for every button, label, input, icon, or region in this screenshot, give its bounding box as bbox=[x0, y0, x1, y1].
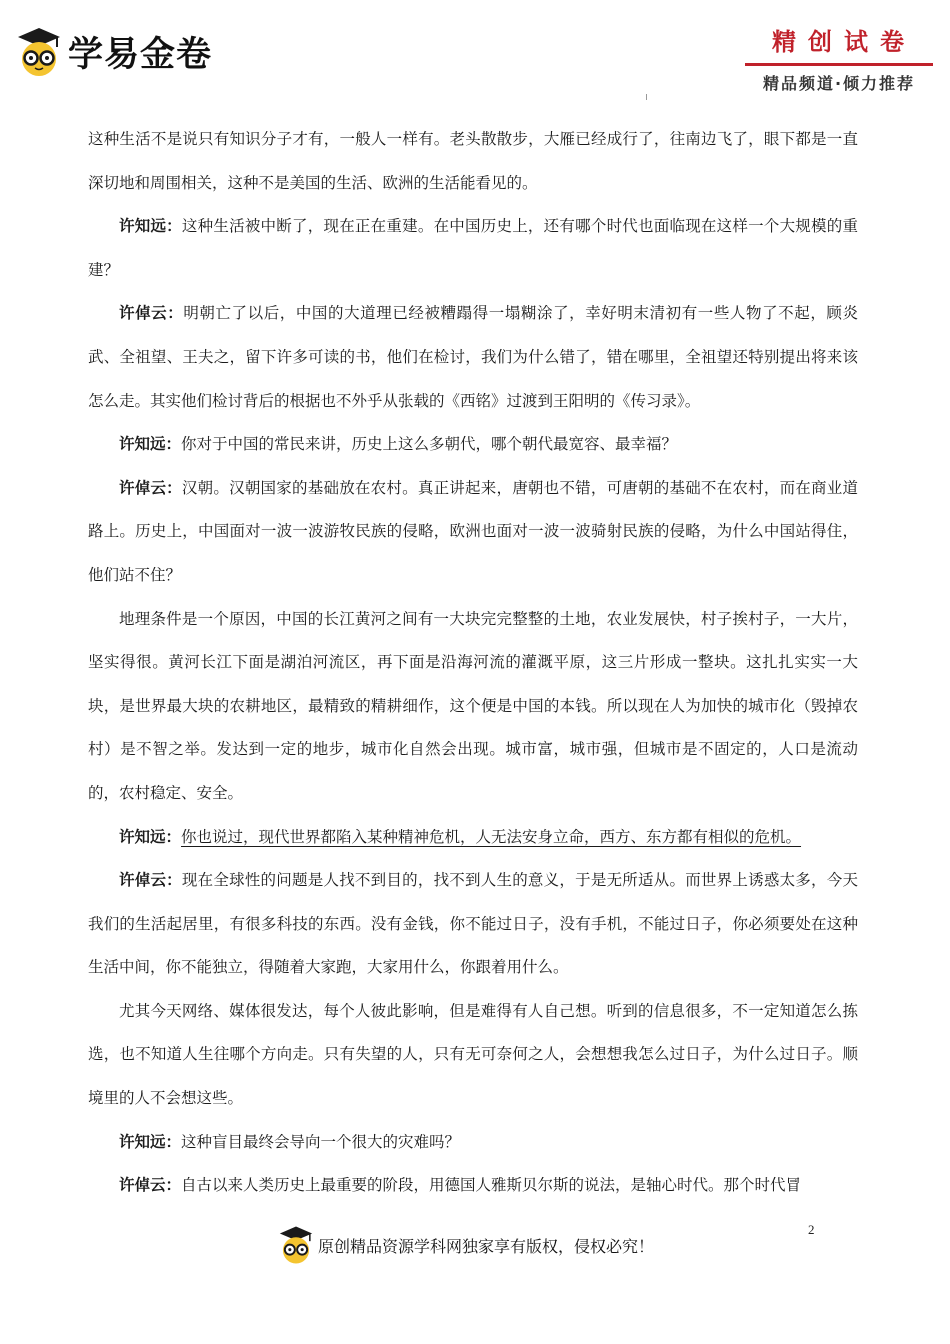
logo-text: 学易金卷 bbox=[68, 35, 213, 75]
speaker-label: 许倬云： bbox=[119, 1176, 182, 1195]
speaker-label: 许倬云： bbox=[119, 478, 182, 497]
graduate-owl-icon bbox=[278, 1225, 314, 1265]
speaker-label: 许知远： bbox=[119, 1132, 182, 1151]
paragraph-text: 这种盲目最终会导向一个很大的灾难吗？ bbox=[181, 1132, 461, 1151]
paragraph bbox=[88, 990, 858, 1121]
paragraph bbox=[88, 1164, 858, 1208]
footer-copyright: 原创精品资源学科网独家享有版权，侵权必究！ bbox=[318, 1236, 655, 1256]
brand-logo bbox=[16, 26, 212, 78]
badge-title: 精创试卷 bbox=[772, 28, 916, 56]
paragraph bbox=[88, 598, 858, 816]
paragraph-text: 这种生活不是说只有知识分子才有，一般人一样有。老头散散步，大雁已经成行了，往南边飞了，眼下都是一直深切地和周围相关，这种不是美国的生活、欧洲的生活能看见的。 bbox=[88, 130, 858, 192]
paragraph-text: 现在全球性的问题是人找不到目的，找不到人生的意义，于是无所适从。而世界上诱惑太多，今天我们的生活起居里，有很多科技的东西。没有金钱，你不能过日子，没有手机，不能过日子，你必须要处在这种生活中间，你不能独立，得随着大家跑，大家用什么，你跟着用什么。 bbox=[88, 871, 858, 977]
paragraph-text: 明朝亡了以后，中国的大道理已经被糟蹋得一塌糊涂了，幸好明末清初有一些人物了不起，顾炎武、全祖望、王夫之，留下许多可读的书，他们在检讨，我们为什么错了，错在哪里，全祖望还特别提出将来该怎么走。其实他们检讨背后的根据也不外乎从张载的《西铭》过渡到王阳明的《传习录》。 bbox=[88, 304, 858, 410]
speaker-label: 许知远： bbox=[119, 217, 182, 236]
article-body bbox=[88, 118, 858, 1208]
speaker-label: 许倬云： bbox=[119, 304, 184, 323]
paragraph-text: 汉朝。汉朝国家的基础放在农村。真正讲起来，唐朝也不错，可唐朝的基础不在农村，而在商业道路上。历史上，中国面对一波一波游牧民族的侵略，欧洲也面对一波一波骑射民族的侵略，为什么中国站得住，他们站不住？ bbox=[88, 478, 858, 584]
graduate-owl-icon bbox=[16, 26, 62, 78]
paragraph bbox=[88, 118, 858, 205]
page-number: 2 bbox=[808, 1222, 815, 1237]
page-header bbox=[0, 0, 950, 100]
speaker-label: 许知远： bbox=[119, 435, 182, 454]
paragraph-text: 你对于中国的常民来讲，历史上这么多朝代，哪个朝代最宽容、最幸福？ bbox=[181, 435, 678, 454]
paragraph bbox=[88, 467, 858, 598]
page-footer bbox=[278, 1225, 654, 1265]
paragraph-text: 地理条件是一个原因，中国的长江黄河之间有一大块完完整整的土地，农业发展快，村子挨村子，一大片，坚实得很。黄河长江下面是湖泊河流区，再下面是沿海河流的灌溉平原，这三片形成一整块。这扎扎实实一大块，是世界最大块的农耕地区，最精致的精耕细作，这个便是中国的本钱。所以现在人为加快的城市化（毁掉农村）是不智之举。发达到一定的地步，城市化自然会出现。城市富，城市强，但城市是不固定的，人口是流动的，农村稳定、安全。 bbox=[88, 609, 858, 802]
paragraph bbox=[88, 205, 858, 292]
paragraph bbox=[88, 859, 858, 990]
paragraph bbox=[88, 1121, 858, 1165]
header-tick-mark bbox=[646, 94, 647, 100]
paragraph-text: 自古以来人类历史上最重要的阶段，用德国人雅斯贝尔斯的说法，是轴心时代。那个时代冒 bbox=[181, 1176, 802, 1195]
badge bbox=[745, 22, 933, 94]
paragraph bbox=[88, 292, 858, 423]
paragraph-text: 尤其今天网络、媒体很发达，每个人彼此影响，但是难得有人自己想。听到的信息很多，不一定知道怎么拣选，也不知道人生往哪个方向走。只有失望的人，只有无可奈何之人，会想想我怎么过日子，为什么过日子。顺境里的人不会想这些。 bbox=[88, 1001, 858, 1108]
paragraph bbox=[88, 816, 858, 860]
badge-subtitle: 精品频道·倾力推荐 bbox=[762, 74, 916, 93]
speaker-label: 许知远： bbox=[119, 827, 182, 846]
speaker-label: 许倬云： bbox=[119, 871, 182, 890]
paragraph-text: 这种生活被中断了，现在正在重建。在中国历史上，还有哪个时代也面临现在这样一个大规模的重建？ bbox=[88, 217, 858, 279]
paragraph-text: 你也说过，现代世界都陷入某种精神危机，人无法安身立命，西方、东方都有相似的危机。 bbox=[181, 827, 802, 846]
badge-divider bbox=[745, 63, 933, 66]
paragraph bbox=[88, 423, 858, 467]
